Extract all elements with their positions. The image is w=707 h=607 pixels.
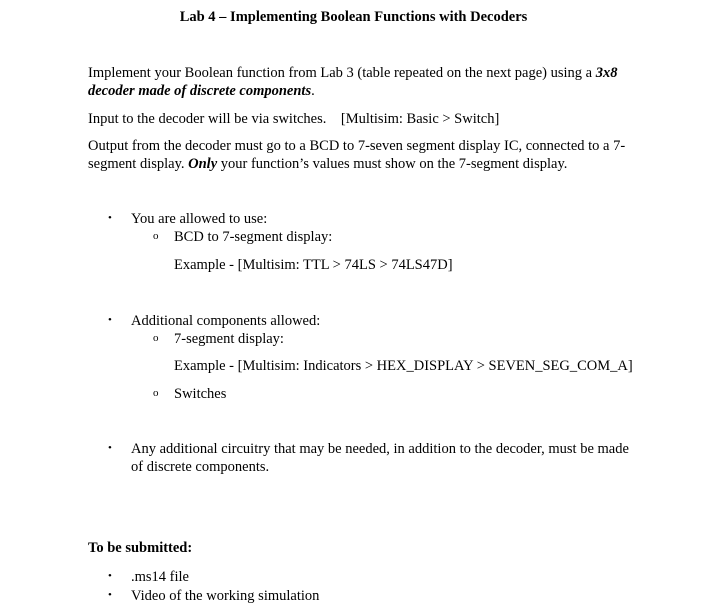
output-text: Output from the decoder must go to a BCD to 7-seven segment display IC, connected to a 7-segment display.: [88, 138, 626, 172]
intro-paragraph: [88, 64, 648, 100]
bullet-allowed-use: You are allowed to use:: [131, 211, 268, 227]
input-paragraph: Input to the decoder will be via switches. [Multisim: Basic > Switch]: [88, 111, 500, 127]
intro-emphasis-decoder: decoder made of discrete components: [88, 83, 312, 99]
output-rest: your function’s values must show on the 7-segment display.: [217, 156, 568, 172]
bullet-icon: •: [108, 314, 112, 326]
bullet-additional: Additional components allowed:: [131, 313, 321, 329]
sub-bullet-icon: o: [153, 332, 159, 344]
sub-bullet-7seg: 7-segment display:: [174, 331, 284, 347]
output-paragraph: [88, 137, 648, 173]
bullet-icon: •: [108, 589, 112, 601]
intro-end: .: [311, 83, 315, 99]
submit-item: .ms14 file: [131, 569, 189, 585]
submit-heading: To be submitted:: [88, 540, 193, 556]
example-bcd: Example - [Multisim: TTL > 74LS > 74LS47D]: [174, 257, 453, 273]
page-title: Lab 4 – Implementing Boolean Functions with Decoders: [179, 9, 528, 25]
intro-emphasis-3x8: 3x8: [595, 65, 618, 81]
sub-bullet-icon: o: [153, 387, 159, 399]
bullet-icon: •: [108, 442, 112, 454]
bullet-icon: •: [108, 212, 112, 224]
example-7seg: Example - [Multisim: Indicators > HEX_DISPLAY > SEVEN_SEG_COM_A]: [174, 358, 633, 374]
submit-item: Video of the working simulation: [131, 588, 320, 604]
sub-bullet-bcd: BCD to 7-segment display:: [174, 229, 333, 245]
sub-bullet-icon: o: [153, 230, 159, 242]
bullet-discrete: Any additional circuitry that may be needed, in addition to the decoder, must be made of discrete components.: [131, 441, 629, 475]
bullet-icon: •: [108, 570, 112, 582]
intro-text: Implement your Boolean function from Lab 3 (table repeated on the next page) using a: [88, 65, 596, 81]
sub-bullet-switches: Switches: [174, 386, 227, 402]
output-emphasis-only: Only: [188, 156, 218, 172]
